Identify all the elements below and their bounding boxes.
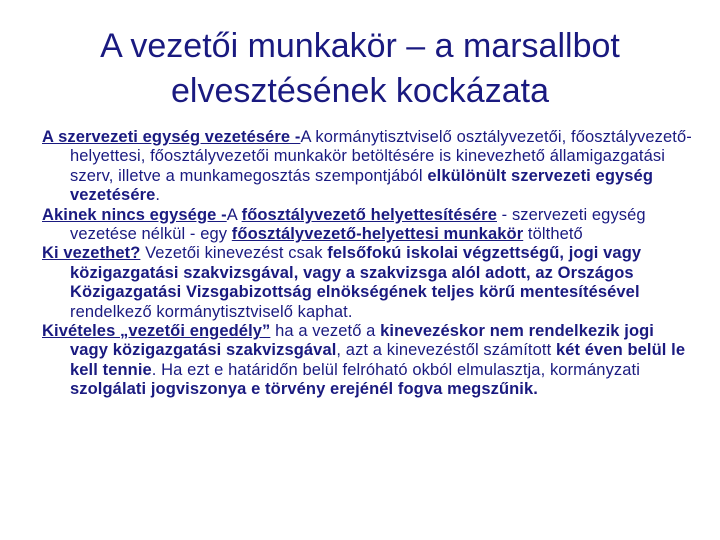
text-segment: , azt a kinevezéstől számított xyxy=(336,341,556,360)
text-segment-bold: elkülönült szervezeti egység vezetésére xyxy=(70,166,654,205)
paragraph-no-unit xyxy=(42,206,692,245)
slide-title-line-2: elvesztésének kockázata xyxy=(171,72,549,110)
text-segment: tölthető xyxy=(523,225,583,244)
text-segment: ha a vezető a xyxy=(270,322,381,341)
text-segment: rendelkező kormánytisztviselő kaphat. xyxy=(70,302,353,321)
text-segment-underlined: főosztályvezető helyettesítésére xyxy=(241,205,497,224)
heading-who-can-lead: Ki vezethet? xyxy=(42,244,141,263)
slide-body xyxy=(42,128,692,400)
text-segment-bold: szolgálati jogviszonya e törvény erejénél fogva megszűnik. xyxy=(70,380,538,399)
paragraph-unit-leadership xyxy=(42,128,692,206)
slide-title-line-1: A vezetői munkakör – a marsallbot xyxy=(100,27,620,65)
paragraph-exceptional-license xyxy=(42,322,692,400)
heading-exceptional-license: Kivételes „vezetői engedély” xyxy=(42,322,271,341)
text-segment: . xyxy=(155,186,161,205)
text-segment-bold: két éven belül le kell tennie xyxy=(70,341,686,379)
paragraph-who-can-lead xyxy=(42,244,692,322)
text-segment-underlined: főosztályvezető-helyettesi munkakör xyxy=(231,225,524,244)
text-segment: - szervezeti egység vezetése nélkül - egy xyxy=(70,205,646,244)
text-segment: Vezetői kinevezést csak xyxy=(140,244,328,263)
text-segment-bold: kinevezéskor nem rendelkezik jogi vagy közigazgatási szakvizsgával xyxy=(70,322,654,360)
text-segment: A kormánytisztviselő osztályvezetői, főosztályvezető-helyettesi, főosztályvezetői munkakör betöltésére is kinevezhető államigazgatási szerv, illetve a munkamegosztás szempontjából xyxy=(70,128,692,185)
text-segment: A xyxy=(226,205,242,224)
text-segment: . Ha ezt e határidőn belül felróható okból elmulasztja, kormányzati xyxy=(151,360,641,379)
heading-unit-leadership: A szervezeti egység vezetésére - xyxy=(42,128,301,146)
slide-title xyxy=(20,24,700,114)
text-segment-bold: felsőfokú iskolai végzettségű, jogi vagy közigazgatási szakvizsgával, vagy a szakvizsga alól adott, az Országos Közigazgatási Vizsgabizottság elnökségének teljes körű mentesítésével xyxy=(70,244,642,302)
heading-no-unit: Akinek nincs egysége - xyxy=(42,205,227,224)
